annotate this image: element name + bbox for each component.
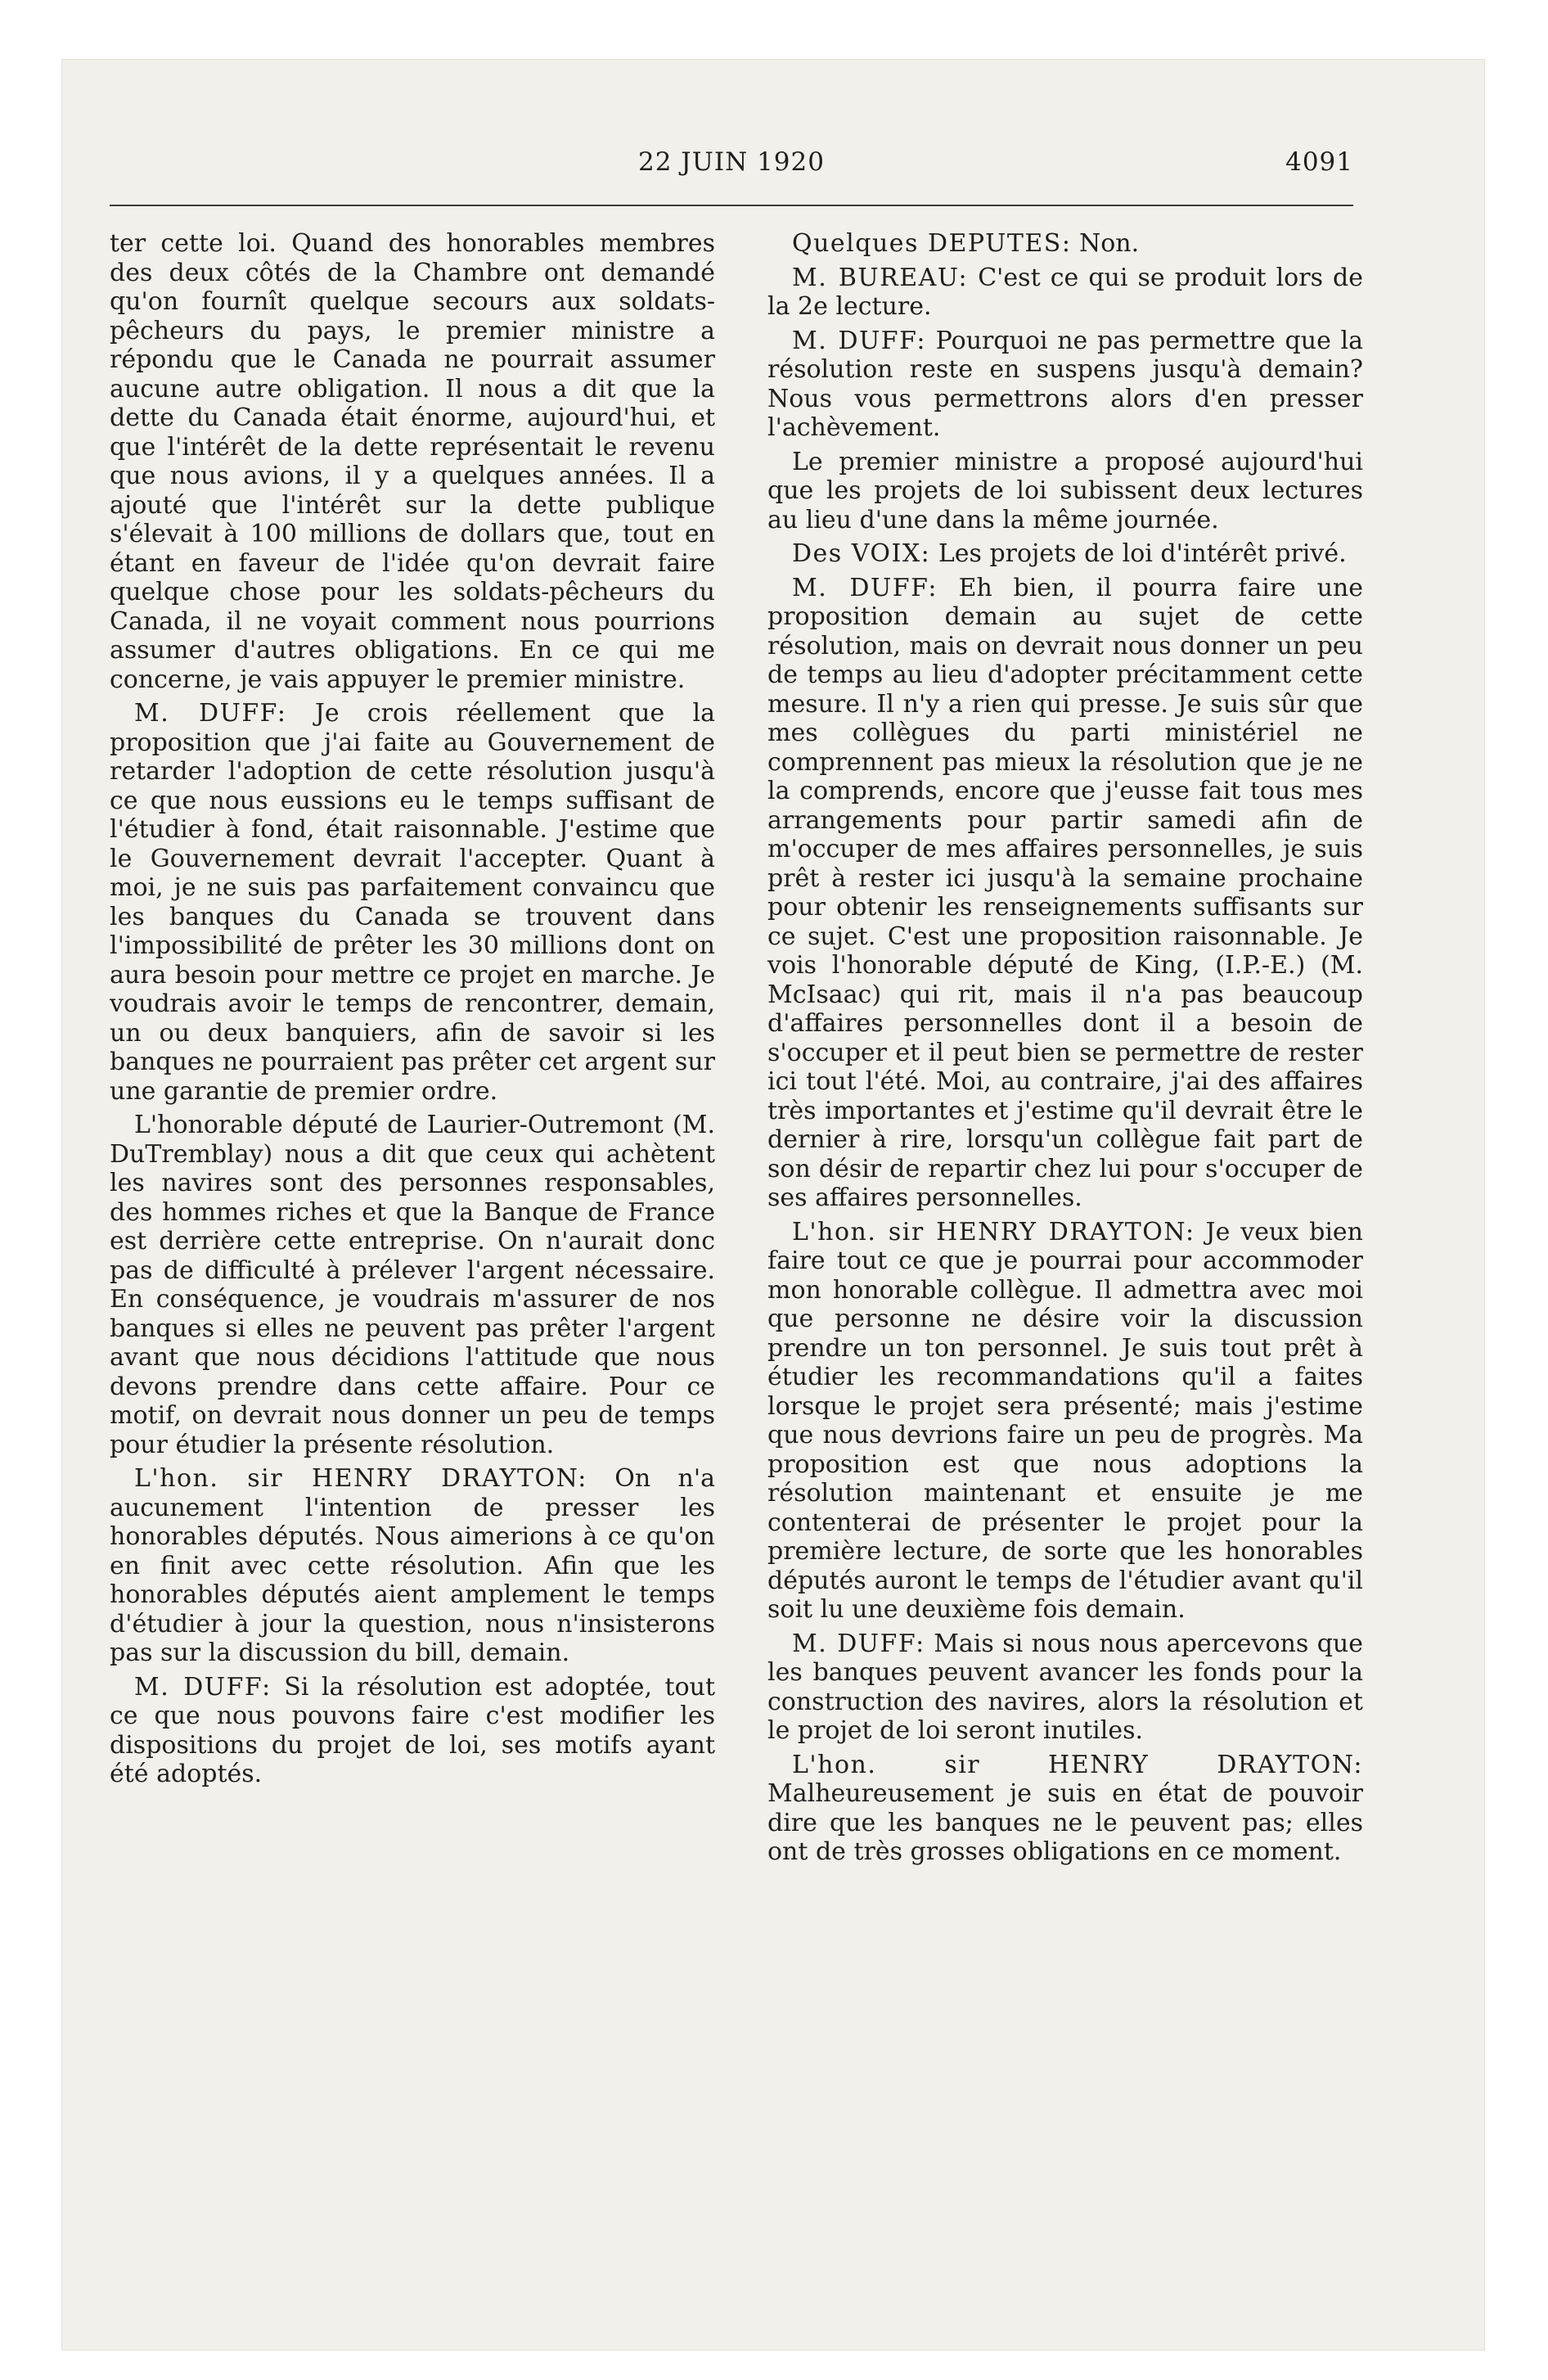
paragraph [767,229,1363,259]
paragraph [767,1218,1363,1625]
speaker-name: M. DUFF: [792,573,938,602]
paragraph-text: Je veux bien faire tout ce que je pourrai pour accommoder mon honorable collègue. Il admettra avec moi que personne ne désire voir la discussion prendre un ton personnel. Je suis tout prêt à étudier les recommandations qu'il a faites lorsque le projet sera présenté; mais j'estime que nous devrions faire un peu de progrès. Ma proposition est que nous adoptions la résolution maintenant et ensuite je me contenterai de présenter le projet pour la première lecture, de sorte que les honorables députés auront le temps de l'étudier avant qu'il soit lu une deuxième fois demain. [767,1217,1364,1624]
page-header [110,147,1353,190]
paragraph-text: Je crois réellement que la proposition que j'ai faite au Gouvernement de retarder l'adoption de cette résolution jusqu'à ce que nous eussions eu le temps suffisant de l'étudier à fond, était raisonnable. J'estime que le Gouvernement devrait l'accepter. Quant à moi, je ne suis pas parfaitement convaincu que les banques du Canada se trouvent dans l'impossibilité de prêter les 30 millions dont on aura besoin pour mettre ce projet en marche. Je voudrais avoir le temps de rencontrer, demain, un ou deux banquiers, afin de savoir si les banques ne pourraient pas prêter cet argent sur une garantie de premier ordre. [110,699,715,1106]
speaker-name: L'hon. sir HENRY DRAYTON: [792,1750,1363,1779]
paragraph [110,1673,715,1789]
paragraph [767,264,1363,322]
paragraph-text: Les projets de loi d'intérêt privé. [938,539,1347,568]
speaker-name: M. DUFF: [792,326,926,355]
paragraph-text: Le premier ministre a proposé aujourd'hui que les projets de loi subissent deux lectures au lieu d'une dans la même journée. [767,447,1363,534]
paragraph [767,448,1363,535]
paragraph-text: Malheureusement je suis en état de pouvoir dire que les banques ne le peuvent pas; elles ont de très grosses obligations en ce moment. [767,1779,1363,1866]
speaker-name: L'hon. sir HENRY DRAYTON: [134,1464,587,1493]
paragraph-text: Si la résolution est adoptée, tout ce que nous pouvons faire c'est modifier les dispositions du projet de loi, ses motifs ayant été adoptés. [110,1672,716,1788]
speaker-name: M. DUFF: [134,1672,272,1702]
paragraph [110,229,715,694]
paragraph [767,539,1363,569]
paragraph-text: Non. [1078,229,1140,258]
speaker-name: M. DUFF: [134,699,287,728]
paragraph-text: On n'a aucunement l'intention de presser les honorables députés. Nous aimerions à ce qu'on en finit avec cette résolution. Afin que les honorables députés aient amplement le temps d'étudier à jour la question, nous n'insisterons pas sur la discussion du bill, demain. [110,1464,716,1667]
left-column [110,229,715,1789]
header-rule [110,205,1353,206]
paragraph-text: ter cette loi. Quand des honorables membres des deux côtés de la Chambre ont demandé qu'on fournît quelque secours aux soldats-pêcheurs du pays, le premier ministre a répondu que le Canada ne pourrait assumer aucune autre obligation. Il nous a dit que la dette du Canada était énorme, aujourd'hui, et que l'intérêt de la dette représentait le revenu que nous avions, il y a quelques années. Il a ajouté que l'intérêt sur la dette publique s'élevait à 100 millions de dollars que, tout en étant en faveur de l'idée qu'on devrait faire quelque chose pour les soldats-pêcheurs du Canada, il ne voyait comment nous pourrions assumer d'autres obligations. En ce qui me concerne, je vais appuyer le premier ministre. [110,229,715,694]
paragraph-text: Eh bien, il pourra faire une proposition demain au sujet de cette résolution, mais on devrait nous donner un peu de temps au lieu d'adopter précitamment cette mesure. Il n'y a rien qui presse. Je suis sûr que mes collègues du parti ministériel ne comprennent pas mieux la résolution que je ne la comprends, encore que j'eusse fait tous mes arrangements pour partir samedi afin de m'occuper de mes affaires personnelles, je suis prêt à rester ici jusqu'à la semaine prochaine pour obtenir les renseignements suffisants sur ce sujet. C'est une proposition raisonnable. Je vois l'honorable député de King, (I.P.-E.) (M. McIsaac) qui rit, mais il n'a pas beaucoup d'affaires personnelles dont il a besoin de s'occuper et il peut bien se permettre de rester ici tout l'été. Moi, au contraire, j'ai des affaires très importantes et j'estime qu'il devrait être le dernier à rire, lorsqu'un collègue fait part de son désir de repartir chez lui pour s'occuper de ses affaires personnelles. [767,573,1363,1212]
header-date: 22 JUIN 1920 [638,147,825,177]
paragraph [110,1464,715,1668]
right-column [767,229,1363,1867]
paragraph-text: C'est ce qui se produit lors de la 2e lecture. [767,263,1363,321]
speaker-name: Des VOIX: [792,539,931,568]
paragraph [767,574,1363,1213]
speaker-name: M. BUREAU: [792,263,969,292]
page-number: 4091 [1285,147,1353,177]
paragraph [110,1111,715,1459]
speaker-name: L'hon. sir HENRY DRAYTON: [792,1217,1195,1246]
paragraph [767,1629,1363,1746]
speaker-name: Quelques DEPUTES: [792,229,1072,258]
paragraph-text: Mais si nous nous apercevons que les banques peuvent avancer les fonds pour la construction des navires, alors la résolution et le projet de loi seront inutiles. [767,1629,1363,1745]
paragraph-text: Pourquoi ne pas permettre que la résolution reste en suspens jusqu'à demain? Nous vous permettrons alors d'en presser l'achèvement. [767,326,1363,442]
paragraph [767,1751,1363,1867]
paragraph [767,327,1363,443]
speaker-name: M. DUFF: [792,1629,925,1658]
paragraph [110,699,715,1106]
paragraph-text: L'honorable député de Laurier-Outremont (M. DuTremblay) nous a dit que ceux qui achètent les navires sont des personnes responsables, des hommes riches et que la Banque de France est derrière cette entreprise. On n'aurait donc pas de difficulté à prélever l'argent nécessaire. En conséquence, je voudrais m'assurer de nos banques si elles ne peuvent pas prêter l'argent avant que nous décidions l'attitude que nous devons prendre dans cette affaire. Pour ce motif, on devrait nous donner un peu de temps pour étudier la présente résolution. [110,1111,715,1459]
